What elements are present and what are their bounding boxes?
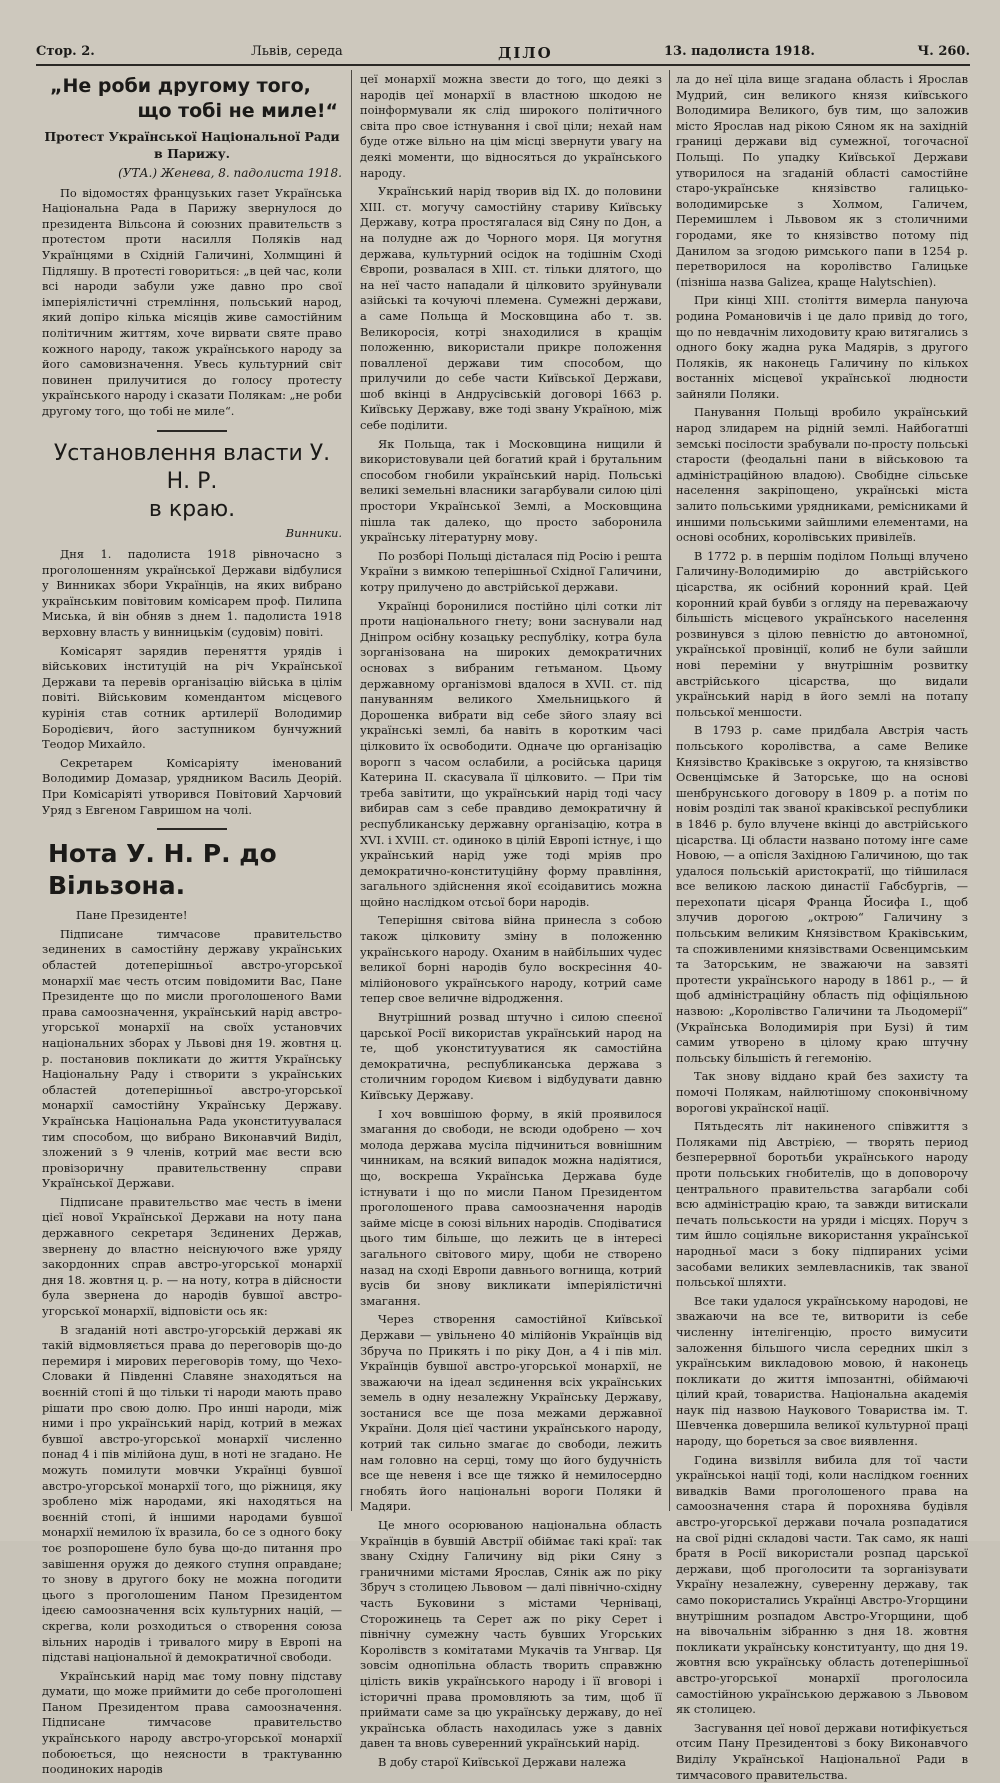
article-3-paragraph: По розборі Польщі дісталася під Росію і решта України з вимкою теперішньої Східної Галичини, котру прилучено до австрійської держави. [360, 548, 662, 594]
city-day: Львів, середа [251, 44, 343, 59]
column-rule-2 [669, 70, 670, 1511]
article-3-headline: Нота У. Н. Р. до Вільзона. [48, 839, 277, 901]
article-3-paragraph: Український нарід творив від IX. до половини XIII. ст. могучу самостійну стариву Київську Державу, котра простягалася від Сяну по Дон, а на полудне аж до Чорного моря. Ця могутня держава, культурний осідок на тодішнім Сході Європи, розвалася в XIII. ст. тільки длятого, що на неї часто нападали й цілковито зруйнували азійські та кочуючі племена. Сумежні держави, а саме Польща й Московщина або т. зв. Великоросія, котрі знаходилися в кращім положенню, використали прикре положення повалленої держави тим способом, що прилучили до себе части Київської Держави, шоб вкінці в Андрусівській договорі 1663 р. Київську Державу, вже тоді звану Україною, між себе поділити. [360, 184, 662, 433]
article-2-paragraph: Дня 1. падолиста 1918 рівночасно з проголошенням української Держави відбулися у Винниках збори Українців, на яких вибрано українським повітовим комісарем проф. Пилипа Миська, й він обняв з днем 1. падолиста 1918 верховну власть у винницькім (судовім) повіті. [42, 547, 342, 640]
article-3-paragraph: Пятьдесять літ накиненого співжиття з Поляками під Австрією, — творять период безперервної боротьби українського народу проти польських гнобителів, що в доповорочу центрального правительства загарбали собі всю адміністрацію краю, та завжди витискали печать польськости на уряди і місцях. Поруч з тим йшло соціяльне використання української народньої маси з боку підпираних усіми засобами великих землевласників, так званої польської шляхти. [676, 1119, 968, 1290]
article-3-paragraph: В 1793 р. саме придбала Австрія часть польського королівства, а саме Велике Князівство Краківське з округою, та князівство Освенцімське й Заторське, що на основі шенбрунського договору в 1809 р. а потім по новім розділі так званої краківської республики в 1846 р. було влучене вкінці до австрійського цісарства. Ці области названо потому інге саме Новою, — а опісля Західною Галичиною, що так удалося польській аристократії, що тійшилася все великою ласкою династії Габсбургів, — перехопати цісаря Франца Йосифа I., щоб злучив дорогою „октрою“ Галичину з польським великим Князівством Краківським, та споживленими князівствами Освенцимським та Заторським, не зважаючи на завзяті протести українського народу в 1861 р., — й щоб адміністраційну область під офіціяльною назвою: „Королівство Галичини та Льодомерії“ (Українська Володимирія при Бузі) й тим самим утворено в цілому краю штучну польську більшість й гегемонію. [676, 723, 968, 1065]
article-1-paragraph: По відомостях французьких газет Українська Національна Рада в Парижу звернулося до президента Вільсона й союзних правительств з протестом проти насилля Поляків над Українцями в Східній Галичині, Холмщині й Підляшу. В протесті говориться: „в цей час, коли всі народи забули уже давно про свої імперіялістичні стремління, польський народ, який допіро кілька місяців живе самостійним політичним життям, хоче вирвати святе право кожного народу, також українського народу за його самовизначення. Увесь культурний світ повинен прилучитися до голосу протесту українського народу і сказати Полякам: „не роби другому того, що тобі не миле“. [42, 185, 342, 418]
issue-number: Ч. 260. [917, 44, 970, 59]
article-3-paragraph: Підписане тимчасове правительство зединених в самостійну державу українських областей дотеперішньої австро-угорської монархії має честь отсим повідомити Вас, Пане Президенте що по мисли проголошеного Вами права самоозначення, український нарід австро-угорської монархії на своїх установчих національних зборах у Львові дня 19. жовтня ц. р. постановив покликати до життя Українську Національну Раду і створити з українських областей дотеперішньої австро-угорської монархії самостійну Українську Державу. Українська Національна Рада уконституувалася тим способом, що вибрано Виконавчий Виділ, зложений з 9 членів, котрий має вести всю провізоричну правительственну справи Української Держави. [42, 926, 342, 1191]
column-3 [676, 72, 968, 1782]
section-divider [157, 828, 227, 830]
article-2-headline-line1: Установлення власти У. Н. Р. [53, 440, 331, 494]
article-3-paragraph: Як Польща, так і Московщина нищили й використовували цей богатий край і брутальним способом гнобили український нарід. Польські великі земельні власники загарбували силою цілі простори Української Землі, а Московщина пішла так далеко, що просто заборонила українську літературну мову. [360, 436, 662, 545]
page-number: Стор. 2. [36, 44, 95, 59]
article-3-paragraph: В 1772 р. в першім поділом Польщі влучено Галичину-Володимирію до австрійського цісарства, як осібний коронний край. Цей коронний край бувби з огляду на переважаючу більшість місцевого українського населення розвинувся з цілою певністю до автономної, української провінції, колиб не були зайшли нові переміни у внутрішнім розвитку австрійського цісарства, що видали український нарід в його землі на потапу польської меншости. [676, 548, 968, 719]
article-3-paragraph: Так знову віддано край без захисту та помочі Полякам, найлютішому споконвічному ворогові українскої нації. [676, 1069, 968, 1115]
article-1-headline [50, 74, 342, 124]
article-1-dateline: (УТА.) Женева, 8. падолиста 1918. [118, 166, 342, 180]
article-3-paragraph: Підписане правительство має честь в імени цієї нової Української Держави на ноту пана державного секретаря Зєдинених Держав, звернену до властно неіснуючого вже уряду закордонних справ австро-угорської монархії дня 18. жовтня ц. р. — на ноту, котра в дійсности була звернена до народів бувшої австро-угорської монархії, відповісти ось як: [42, 1194, 342, 1319]
paper-title: ДІЛО [498, 44, 553, 62]
article-2-headline-line2: в краю. [148, 496, 236, 522]
article-3-paragraph: При кінці XIII. століття вимерла пануюча родина Романовичів і це дало привід до того, що по невдачнім лиходовиту краю витягались з одного боку жадна рука Мадярів, з другого Поляків, як наконець Галичину по кількох востанніх місцевої української людности зайняли Поляки. [676, 293, 968, 401]
article-3-paragraph: В добу старої Київської Держави належа [378, 1754, 627, 1769]
article-3-paragraph: цеї монархії можна звести до того, що деякі з народів цеї монархії в властною шкодою не поінформували як слід широкого політичного світа про свое істнування і свої ціли; нехай нам буде отже вільно на цім місці звернути увагу на деякі моменти, що відносяться до українського народу. [360, 72, 662, 180]
column-rule-1 [351, 70, 352, 1511]
article-3-paragraph: Година визвілля вибила для тої части українськоі нації тоді, коли наслідком гоєнних вивадків Вами проголошеного права на самоозначення стара й порохнява будівля австро-угорської держави почала розпадатися на свої рідні складові части. Так само, як наші братя в Росії використали розпад царської держави, щоб проголосити та зорганізувати Україну незалежну, суверенну державу, так само покористались Українці Австро-Угорщини внутрішним розпадом Австро-Угорщини, щоб на вівочальнім зібранню з дня 18. жовтня покликати українську конституанту, що дня 19. жовтня всю українську область дотеперішньої австро-угорської монархії проголосила самостійною українською державою з Львовом як столицею. [676, 1452, 968, 1717]
issue-date: 13. падолиста 1918. [664, 44, 815, 59]
article-2-paragraph: Комісарят зарядив переняття урядів і військових інституцій на річ Української Держави та перевів організацію війська в цілім повіті. Військовим комендантом місцевого курінія став сотник артилерії Володимир Бородієвич, його заступником бунчужний Теодор Михайло. [42, 643, 342, 752]
article-1-subhead: Протест Української Національної Ради в Парижу. [44, 129, 340, 161]
article-3-paragraph: Теперішня світова війна принесла з собою також цілковиту зміну в положенню українського народу. Оханим в найбільших чудес великої борні народів було воскресіння 40-мілійонового українського народу, котрий саме тепер свое величне відродження. [360, 913, 662, 1006]
article-3-paragraph: Українці боронилися постійно цілі сотки літ проти національного гнету; вони заснували над Дніпром осібну козацьку республіку, котра була зорганізована на широких демократичних основах з вибраним гетьманом. Цьому державному організмові вдалося в XVII. ст. під пануванням великого Хмельницького й Дорошенка вибрати від себе зйого злаяу всі українські землі, ба навіть в коротким часі цілковито їх освободити. Одначе цю організацію ворогп з часом ослабили, а російська цариця Катерина II. скасувала її цілковито. — При тім треба завітити, що український нарід тоді часу вибирав сам з себе правдиво демократичну й республиканську державну організацію, котра в XVI. і XVIII. ст. одиноко в цілій Европі істнує, і що український нарід уже тоді мріяв про демократично-конституційну форму правління, загального здійснення якої єсоідавитись можна щойно наслідком отсьої бори народів. [360, 598, 662, 909]
article-2-headline [42, 440, 342, 524]
article-3-paragraph: ла до неї ціла вище згадана область і Ярослав Мудрий, син великого князя київського Володимира Великого, був тим, що заложив місто Ярослав над рікою Сяном як на західній границі держави від сумежної, тогочасної Польщі. По упадку Київської Держави утворилося на згаданій області самостійне старо-українське князівство галицько-володимирське з Холмом, Галичем, Перемишлем і Львовом як з столичними городами, яке то князівство потому під Данилом за згодою римського папи в 1254 р. перетворилося на королівство Галицьке (пізніша назва Galizea, краще Halytschien). [676, 72, 968, 289]
article-3-salutation: Пане Президенте! [76, 908, 188, 923]
article-3-paragraph: Все таки удалося українському народові, не зважаючи на все те, витворити із себе численну інтелігенцію, просто вимусити заложення більшого числа середних шкіл з українським викладовою мовою, й наконець покликати до життя імпозантні, обіймаючі цілий край, товариства. Національна академія наук під назвою Наукового Товариства ім. Т. Шевченка довершила великої культурної праці народу, що бореться за своє виявлення. [676, 1293, 968, 1449]
article-2-place: Винники. [285, 525, 342, 540]
section-divider [157, 430, 227, 432]
article-1-headline-line2: що тобі не миле!“ [137, 100, 338, 122]
article-3-paragraph: Через створення самостійної Київської Держави — увільнено 40 мілійонів Українців від Збруча по Прикять і по ріку Дон, а 4 і пів міл. Українців бувшої австро-угорської монархії, не зважаючи на ідеал зєдинення всіх українських земель в одну незалежну Українську Державу, зостанися все ще поза межами державної України. Доля цієї частини українського народу, котрий так сильно змагає до свободи, лежить нам головно на серці, тому що його будучність все ще невеня і все ще тяжко й немилосердно гнобять його національні вороги Поляки й Мадяри. [360, 1312, 662, 1514]
masthead-rule [36, 64, 970, 66]
column-1 [42, 72, 342, 1777]
article-3-paragraph: Це много осорюваною національна область Українців в бувшій Австрії обіймає такі краї: так звану Східну Галичину від ріки Сяну з граничними містами Ярослав, Сянік аж по ріку Збруч з столицею Львовом — далі північно-східну часть Буковини з містами Черніваці, Сторожинець та Серет аж по ріку Серет і північну сумежну часть бувших Угорських Королівств з комітатами Мукачів та Унгвар. Ця зовсім однопільна область творить справжню цілість виків українського народу і її вговорі і історичні права промовляють за тим, щоб її приймати саме за цю українську державу, до неї українська область находилась уже з давніх давен та вновь суверенний український нарід. [360, 1518, 662, 1751]
article-3-paragraph: В згаданій ноті австро-угорській державі як такій відмовляється права до переговорів що-до перемиря і мирових переговорів тому, що Чехо-Словаки й Південні Славяне знаходяться на воєнній стопі й що тільки ті народи мають право рішати про свою долю. Про инші народи, між ними і про український нарід, котрий в межах бувшої австро-угорської монархії численно понад 4 і пів мілійона душ, в ноті не згадано. Не можуть помилути мовчки Українці бувшої австро-угорської монархії того, що ріжниця, яку зроблено між народами, які находяться на воєнній стопі, й іншими народами бувшої монархії немилою їх вразила, бо се з одного боку тоє розпорошене було бува що-до питання про завішення оружя до деякого ступня оправдане; то знову в другого боку не можна погодити цього з проголошеним Паном Президентом ідеєю самоозначення всіх культурних націй, — скрегва, коли розходиться о створення союза вільних народів і тривалого миру в Европі на підставі національної й демократичної свободи. [42, 1322, 342, 1665]
article-1-headline-line1: „Не роби другому того, [50, 75, 311, 97]
article-3-paragraph: Внутрішний розвад штучно і силою спеєної царської Росії використав український народ на те, щоб уконститууватися як самостійна демократична, республиканська держава з столичним городом Києвом і відбудувати давню Київську Державу. [360, 1010, 662, 1102]
article-3-paragraph: І хоч вовшішою форму, в якій проявилося змагання до свободи, не всюди одобрено — хоч молода держава мусіла підчиниться вовнішним чинникам, на всякий випадок можна надіятися, що, воскреша Українська Держава буде істнувати і що по мисли Паном Президентом проголошеного права самоозначення народів займе місце в союзі вільних народів. Сподіватися цього тим більше, що лежить це в інтересі загального світового миру, щоби не створено назад на сході Европи давнього вогнища, котрий вусів би знову викликати імперіялістичні змагання. [360, 1106, 662, 1308]
article-3-paragraph: Український нарід має тому повну підставу думати, що може приймити до себе проголошені Паном Президентом права самоозначення. Підписане тимчасове правительство українського народу австро-угорської монархії побоюється, що неясности в трактуванню поодиноких народів [42, 1668, 342, 1777]
article-3-paragraph: Панування Польщі вробило український народ злидарем на рідній землі. Найбогатші земські посілости зрабували по-просту польські старости (феодальні пани в військовою та адміністраційною владою). Свобідне сільське населення закріпощено, українські міста залито польськими урядниками, ремісниками й иншими польськими зайшлими елементами, на основі особних, королівських привілеїв. [676, 405, 968, 545]
article-3-paragraph: Засгування цеї нової держави нотифікується отсим Пану Президентові з боку Виконавчого Виділу Української Національної Ради в тимчасового правительства. [676, 1720, 968, 1782]
article-2-paragraph: Секретарем Комісаріяту іменований Володимир Домазар, урядником Василь Деорій. При Комісаріяті утворився Повітовий Харчовий Уряд з Евгеном Гавришом на чолі. [42, 755, 342, 817]
column-2 [360, 72, 662, 1769]
